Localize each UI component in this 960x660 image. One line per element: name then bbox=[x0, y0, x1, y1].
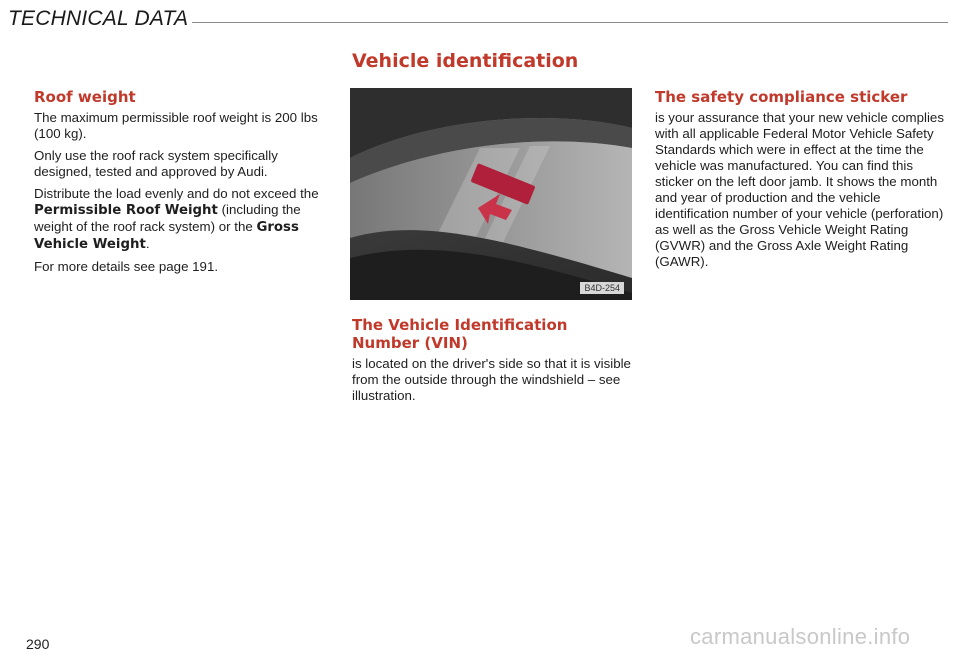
roof-weight-paragraph-2: Only use the roof rack system specifically designed, tested and approved by Audi. bbox=[34, 148, 278, 179]
roof-weight-text: . bbox=[145, 236, 150, 251]
roof-weight-paragraph-1: The maximum permissible roof weight is 200 lbs (100 kg). bbox=[34, 110, 318, 141]
roof-weight-heading: Roof weight bbox=[34, 88, 136, 106]
page-header bbox=[8, 4, 948, 34]
vin-paragraph: is located on the driver's side so that it is visible from the outside through the windshield – see illustration. bbox=[352, 356, 631, 403]
vin-heading: The Vehicle Identification Number (VIN) bbox=[352, 316, 568, 352]
roof-weight-section bbox=[34, 88, 326, 281]
vin-section bbox=[352, 316, 637, 410]
vin-photo-graphic bbox=[350, 88, 632, 300]
vin-illustration bbox=[350, 88, 632, 300]
roof-weight-paragraph-4: For more details see page 191. bbox=[34, 259, 219, 274]
safety-sticker-heading: The safety compliance sticker bbox=[655, 88, 908, 106]
permissible-roof-weight-term: Permissible Roof Weight bbox=[34, 203, 218, 218]
page-title: Vehicle identification bbox=[352, 50, 579, 72]
safety-sticker-paragraph: is your assurance that your new vehicle complies with all applicable Federal Motor Vehicle Safety Standards which were in effect at the time the vehicle was manufactured. You can find this sticker on the left door jamb. It shows the month and year of production and the vehicle identification number of your vehicle (perforation) as well as the Gross Vehicle Weight Rating (GVWR) and the Gross Axle Weight Rating (GAWR). bbox=[655, 110, 944, 269]
safety-sticker-section bbox=[655, 88, 945, 276]
page-number: 290 bbox=[26, 636, 50, 652]
roof-weight-paragraph-3 bbox=[34, 186, 326, 253]
roof-weight-text: (including the weight of the roof rack system) or the bbox=[34, 202, 301, 234]
header-divider bbox=[192, 22, 948, 23]
watermark: carmanualsonline.info bbox=[690, 624, 911, 649]
roof-weight-text: Distribute the load evenly and do not exceed the bbox=[34, 186, 319, 201]
section-title: TECHNICAL DATA bbox=[8, 7, 189, 30]
figure-code: B4D-254 bbox=[580, 282, 624, 294]
gross-vehicle-weight-term: Gross Vehicle Weight bbox=[34, 220, 299, 252]
